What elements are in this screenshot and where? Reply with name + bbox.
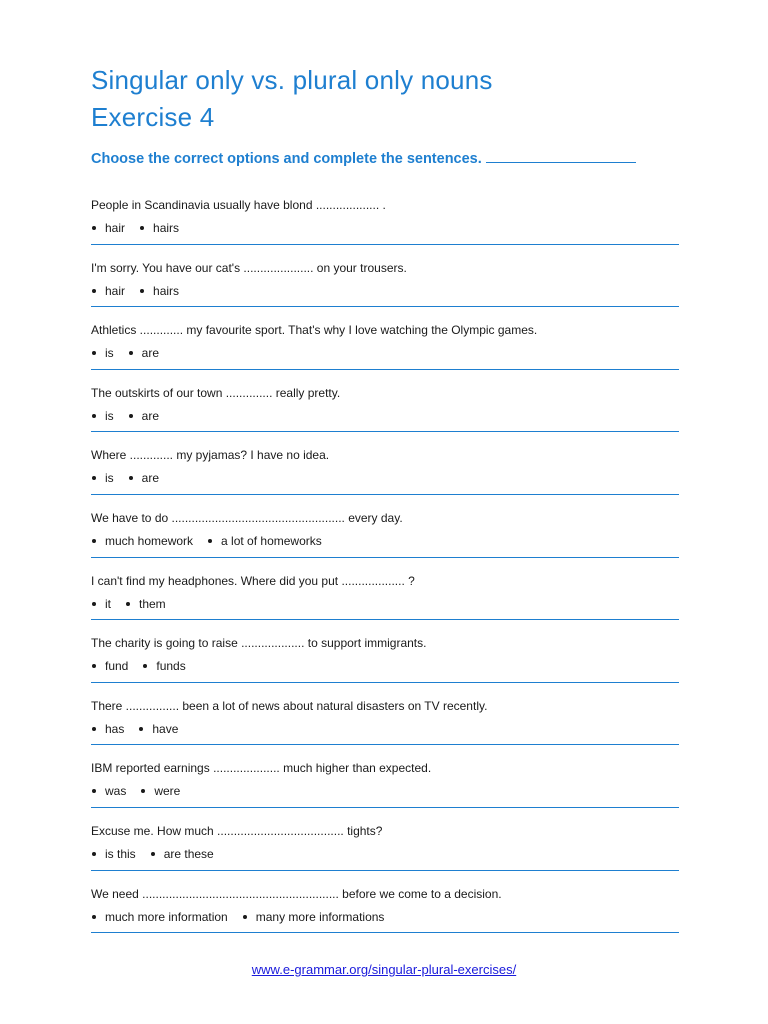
option-label: are [141, 408, 160, 423]
option-label: funds [156, 659, 186, 674]
bullet-icon [143, 664, 147, 668]
bullet-icon [151, 852, 155, 856]
option-list [91, 783, 194, 799]
title-line-1: Singular only vs. plural only nouns [91, 65, 493, 95]
option-label: is [105, 408, 114, 423]
option-label: are these [163, 846, 214, 861]
option-item[interactable] [91, 909, 228, 925]
question-text: We need ........................................................... before we come to a decision. [91, 886, 502, 901]
option-label: it [105, 596, 111, 611]
option-label: much homework [105, 533, 194, 548]
option-list [91, 470, 173, 486]
bullet-icon [129, 476, 133, 480]
bullet-icon [92, 664, 96, 668]
name-blank-line [486, 148, 636, 163]
option-item[interactable] [91, 721, 124, 737]
bullet-icon [140, 289, 144, 293]
option-list [91, 220, 193, 236]
bullet-icon [139, 727, 143, 731]
option-label: fund [105, 659, 129, 674]
option-item[interactable] [125, 596, 166, 612]
option-list [91, 596, 180, 612]
bullet-icon [92, 351, 96, 355]
bullet-icon [92, 226, 96, 230]
option-item[interactable] [138, 721, 178, 737]
instruction-text [91, 148, 731, 167]
option-item[interactable] [128, 470, 159, 486]
option-item[interactable] [91, 533, 193, 549]
bullet-icon [92, 289, 96, 293]
bullet-icon [208, 539, 212, 543]
option-label: hair [105, 221, 126, 235]
option-item[interactable] [128, 408, 159, 424]
question-item [91, 307, 679, 370]
question-item [91, 245, 679, 308]
bullet-icon [92, 602, 96, 606]
option-label: were [154, 784, 181, 799]
option-label: hairs [153, 283, 180, 298]
option-label: are [141, 346, 160, 361]
option-label: have [152, 721, 179, 736]
option-item[interactable] [91, 596, 111, 612]
question-text: People in Scandinavia usually have blond ................... . [91, 198, 386, 212]
option-label: are [141, 471, 160, 486]
question-item [91, 182, 679, 245]
question-item [91, 871, 679, 934]
bullet-icon [129, 351, 133, 355]
option-item[interactable] [91, 408, 114, 424]
bullet-icon [92, 727, 96, 731]
bullet-icon [129, 414, 133, 418]
question-text: Athletics ............. my favourite sport. That's why I love watching the Olympic games. [91, 323, 538, 338]
bullet-icon [92, 915, 96, 919]
option-item[interactable] [139, 220, 179, 236]
option-label: is [105, 471, 114, 486]
option-label: them [139, 596, 166, 611]
option-list [91, 721, 192, 737]
option-list [91, 345, 173, 361]
bullet-icon [92, 789, 96, 793]
option-item[interactable] [91, 283, 125, 299]
question-item [91, 558, 679, 621]
bullet-icon [92, 476, 96, 480]
question-text: I can't find my headphones. Where did you put ................... ? [91, 573, 415, 588]
bullet-icon [141, 789, 145, 793]
option-item[interactable] [142, 658, 185, 674]
title-line-2: Exercise 4 [91, 102, 215, 132]
option-list [91, 909, 398, 925]
question-item [91, 683, 679, 746]
option-label: is [105, 346, 114, 361]
bullet-icon [140, 226, 144, 230]
option-label: a lot of homeworks [221, 533, 322, 548]
option-list [91, 283, 193, 299]
option-item[interactable] [207, 533, 322, 549]
option-item[interactable] [91, 470, 114, 486]
option-item[interactable] [91, 783, 126, 799]
option-label: hairs [153, 221, 180, 235]
bullet-icon [92, 539, 96, 543]
question-item [91, 370, 679, 433]
question-text: The outskirts of our town .............. really pretty. [91, 385, 341, 400]
question-text: Excuse me. How much ...................................... tights? [91, 823, 383, 838]
option-item[interactable] [128, 345, 159, 361]
question-text: Where ............. my pyjamas? I have no idea. [91, 448, 330, 463]
question-item [91, 495, 679, 558]
option-label: many more informations [255, 909, 385, 924]
option-item[interactable] [242, 909, 385, 925]
bullet-icon [126, 602, 130, 606]
option-label: much more information [105, 909, 228, 924]
option-item[interactable] [91, 345, 114, 361]
question-text: I'm sorry. You have our cat's ..................... on your trousers. [91, 260, 407, 275]
option-item[interactable] [140, 783, 180, 799]
option-item[interactable] [91, 846, 136, 862]
bullet-icon [92, 414, 96, 418]
option-label: has [105, 721, 125, 736]
question-item [91, 432, 679, 495]
option-label: was [105, 784, 127, 799]
option-item[interactable] [91, 220, 125, 236]
page-title [91, 62, 711, 136]
option-label: is this [105, 846, 136, 861]
option-list [91, 533, 336, 549]
question-text: IBM reported earnings .................... much higher than expected. [91, 761, 432, 776]
question-list [91, 182, 679, 933]
question-text: We have to do .................................................... every day. [91, 510, 403, 525]
option-item[interactable] [91, 658, 128, 674]
instruction-label: Choose the correct options and complete the sentences. [91, 151, 482, 167]
option-list [91, 846, 228, 862]
question-item [91, 808, 679, 871]
bullet-icon [92, 852, 96, 856]
question-text: The charity is going to raise ................... to support immigrants. [91, 636, 427, 651]
option-item[interactable] [139, 283, 179, 299]
bullet-icon [243, 915, 247, 919]
footer-link[interactable]: www.e-grammar.org/singular-plural-exercises/ [251, 962, 517, 977]
question-text: There ................ been a lot of news about natural disasters on TV recently. [91, 698, 488, 713]
question-item [91, 620, 679, 683]
option-label: hair [105, 283, 126, 298]
question-item [91, 745, 679, 808]
option-list [91, 408, 173, 424]
option-item[interactable] [150, 846, 214, 862]
option-list [91, 658, 200, 674]
